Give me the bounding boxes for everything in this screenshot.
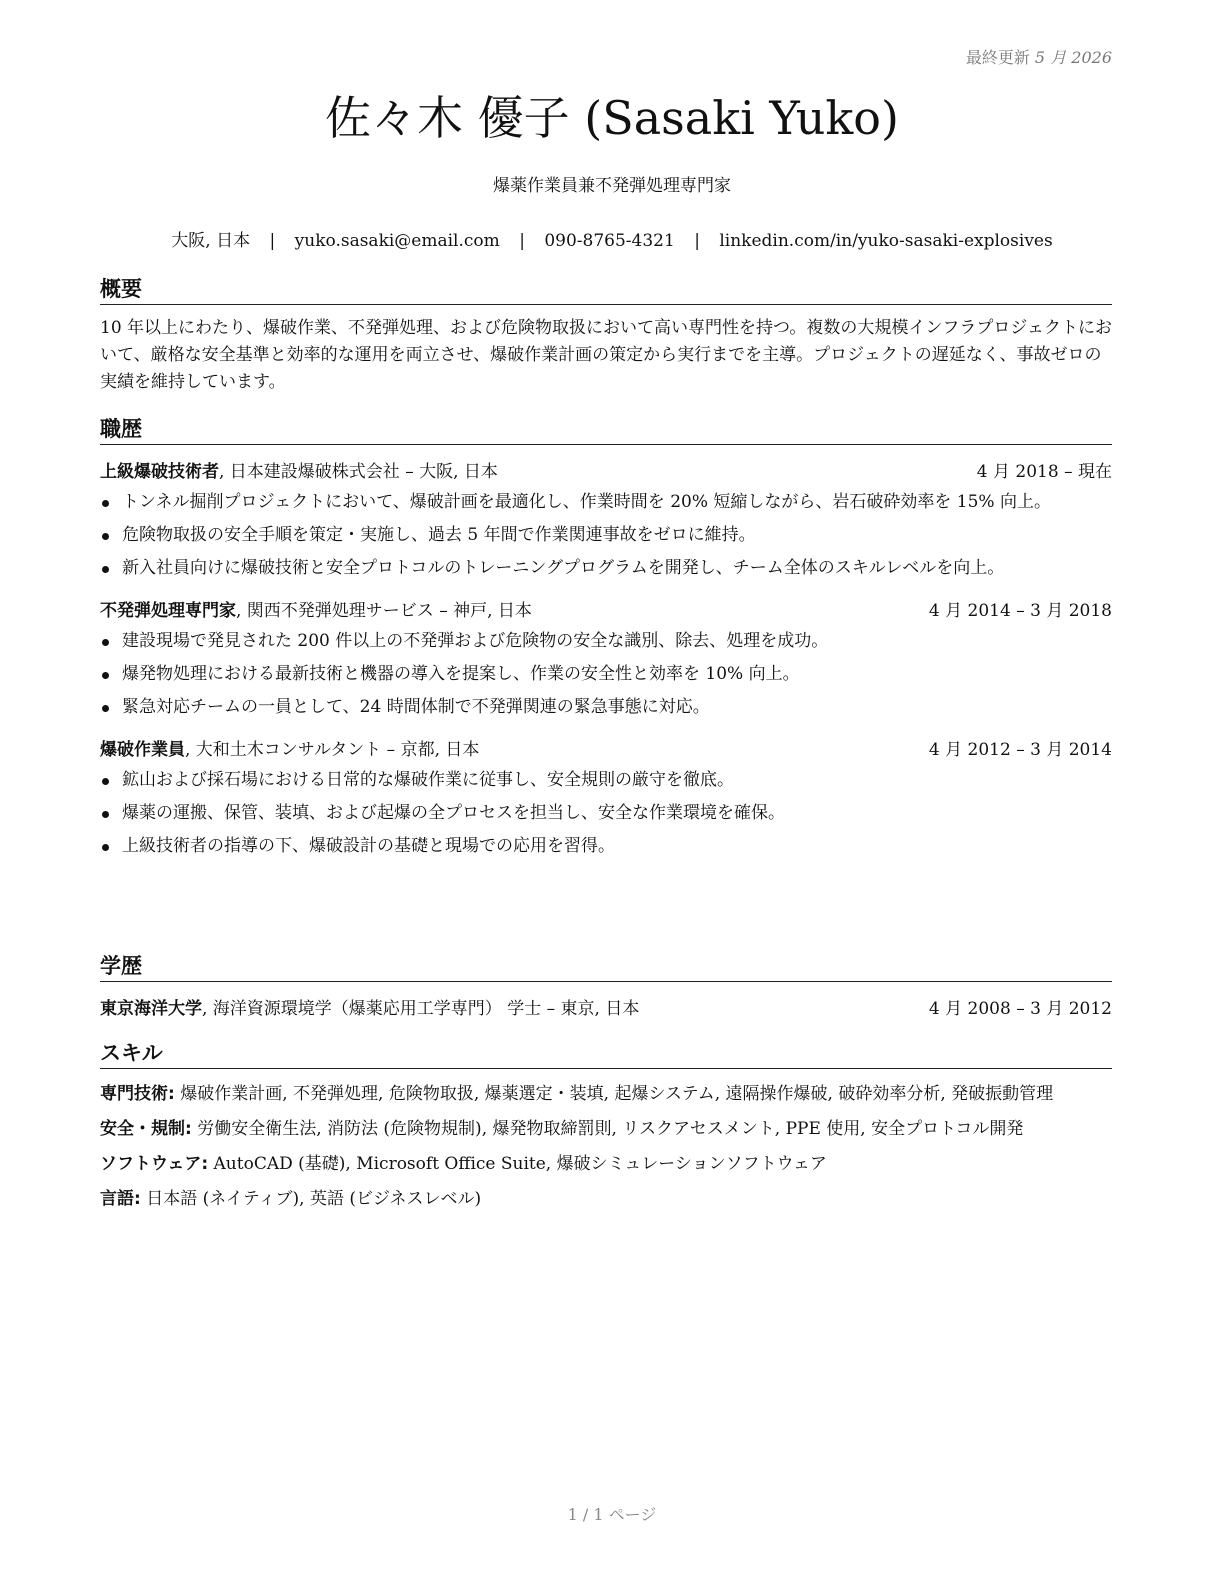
job-title: 爆薬作業員兼不発弾処理専門家 [493, 176, 731, 196]
summary-text: 10 年以上にわたり、爆破作業、不発弾処理、および危険物取扱において高い専門性を持つ。複数の大規模インフラプロジェクトにおいて、厳格な安全基準と効率的な運用を両立させ、爆破作業計画の策定から実行までを主導。プロジェクトの遅延なく、事故ゼロの実績を維持しています。 [100, 318, 1113, 392]
skill-label: 安全・規制: [100, 1119, 192, 1139]
bullet-item [100, 833, 1112, 860]
skills-section [100, 1040, 1112, 1221]
experience-section [100, 416, 1112, 866]
job-company: , 大和土木コンサルタント – 京都, 日本 [185, 740, 480, 760]
section-heading-summary: 概要 [100, 276, 1112, 305]
page-number: 1 / 1 ページ [567, 1505, 657, 1524]
contact-separator: | [269, 231, 276, 251]
bullet-dot-icon [102, 639, 109, 646]
job-dates: 4 月 2012 – 3 月 2014 [928, 740, 1112, 760]
skill-text: 日本語 (ネイティブ), 英語 (ビジネスレベル) [140, 1189, 482, 1209]
bullet-dot-icon [102, 672, 109, 679]
bullet-text: トンネル掘削プロジェクトにおいて、爆破計画を最適化し、作業時間を 20% 短縮しながら、岩石破砕効率を 15% 向上。 [122, 492, 1051, 512]
job-entry [100, 598, 1112, 721]
bullet-text: 危険物取扱の安全手順を策定・実施し、過去 5 年間で作業関連事故をゼロに維持。 [122, 525, 756, 545]
job-header [100, 737, 1112, 763]
bullet-dot-icon [102, 705, 109, 712]
education-section [100, 953, 1112, 1022]
skill-text: 爆破作業計画, 不発弾処理, 危険物取扱, 爆薬選定・装填, 起爆システム, 遠隔操作爆破, 破砕効率分析, 発破振動管理 [174, 1084, 1054, 1104]
job-dates: 4 月 2014 – 3 月 2018 [928, 601, 1112, 621]
bullet-dot-icon [102, 500, 109, 507]
contact-line [0, 226, 1224, 251]
candidate-name: 佐々木 優子 (Sasaki Yuko) [325, 91, 899, 145]
section-heading-experience: 職歴 [100, 416, 1112, 445]
bullet-text: 鉱山および採石場における日常的な爆破作業に従事し、安全規則の厳守を徹底。 [122, 770, 734, 790]
job-role: 爆破作業員 [100, 740, 185, 760]
bullet-item [100, 661, 1112, 688]
section-heading-education: 学歴 [100, 953, 1112, 982]
bullet-text: 爆発物処理における最新技術と機器の導入を提案し、作業の安全性と効率を 10% 向上。 [122, 664, 800, 684]
bullet-dot-icon [102, 566, 109, 573]
bullet-item [100, 489, 1112, 516]
contact-linkedin[interactable]: linkedin.com/in/yuko-sasaki-explosives [719, 231, 1053, 251]
bullet-item [100, 555, 1112, 582]
contact-location: 大阪, 日本 [171, 231, 251, 251]
skill-label: ソフトウェア: [100, 1154, 209, 1174]
bullet-item [100, 522, 1112, 549]
bullet-text: 爆薬の運搬、保管、装填、および起爆の全プロセスを担当し、安全な作業環境を確保。 [122, 803, 785, 823]
education-dates: 4 月 2008 – 3 月 2012 [928, 999, 1112, 1019]
skill-row [100, 1116, 1112, 1143]
bullet-item [100, 694, 1112, 721]
last-updated-label: 最終更新 [965, 48, 1030, 67]
bullet-item [100, 767, 1112, 794]
bullet-text: 新入社員向けに爆破技術と安全プロトコルのトレーニングプログラムを開発し、チーム全体のスキルレベルを向上。 [122, 558, 1005, 578]
job-header [100, 459, 1112, 485]
job-role: 上級爆破技術者 [100, 462, 219, 482]
section-heading-skills: スキル [100, 1040, 1112, 1069]
job-entry [100, 737, 1112, 860]
skill-label: 専門技術: [100, 1084, 175, 1104]
skills-list [100, 1081, 1112, 1213]
bullet-text: 緊急対応チームの一員として、24 時間体制で不発弾関連の緊急事態に対応。 [122, 697, 710, 717]
education-detail: , 海洋資源環境学（爆薬応用工学専門） 学士 – 東京, 日本 [202, 999, 640, 1019]
bullet-dot-icon [102, 533, 109, 540]
bullet-item [100, 800, 1112, 827]
job-entry [100, 459, 1112, 582]
bullet-text: 上級技術者の指導の下、爆破設計の基礎と現場での応用を習得。 [122, 836, 615, 856]
job-role: 不発弾処理専門家 [100, 601, 236, 621]
summary-section [100, 276, 1112, 396]
education-entry [100, 996, 1112, 1022]
skill-row [100, 1151, 1112, 1178]
contact-phone: 090-8765-4321 [544, 231, 675, 251]
bullet-dot-icon [102, 844, 109, 851]
job-company: , 関西不発弾処理サービス – 神戸, 日本 [236, 601, 532, 621]
job-bullets [100, 767, 1112, 860]
skill-row [100, 1081, 1112, 1108]
last-updated [966, 45, 1112, 68]
job-header [100, 598, 1112, 624]
last-updated-date: 5 月 2026 [1034, 48, 1112, 67]
skill-label: 言語: [100, 1189, 141, 1209]
contact-separator: | [694, 231, 700, 251]
contact-email[interactable]: yuko.sasaki@email.com [294, 231, 500, 251]
job-company: , 日本建設爆破株式会社 – 大阪, 日本 [219, 462, 498, 482]
job-bullets [100, 628, 1112, 721]
education-school: 東京海洋大学 [100, 999, 202, 1019]
bullet-dot-icon [102, 778, 109, 785]
bullet-dot-icon [102, 811, 109, 818]
bullet-item [100, 628, 1112, 655]
contact-separator: | [519, 231, 525, 251]
skill-row [100, 1186, 1112, 1213]
job-bullets [100, 489, 1112, 582]
skill-text: AutoCAD (基礎), Microsoft Office Suite, 爆破シミュレーションソフトウェア [208, 1154, 827, 1174]
skill-text: 労働安全衛生法, 消防法 (危険物規制), 爆発物取締罰則, リスクアセスメント, PPE 使用, 安全プロトコル開発 [191, 1119, 1024, 1139]
job-dates: 4 月 2018 – 現在 [976, 462, 1112, 482]
bullet-text: 建設現場で発見された 200 件以上の不発弾および危険物の安全な識別、除去、処理を成功。 [122, 631, 829, 651]
